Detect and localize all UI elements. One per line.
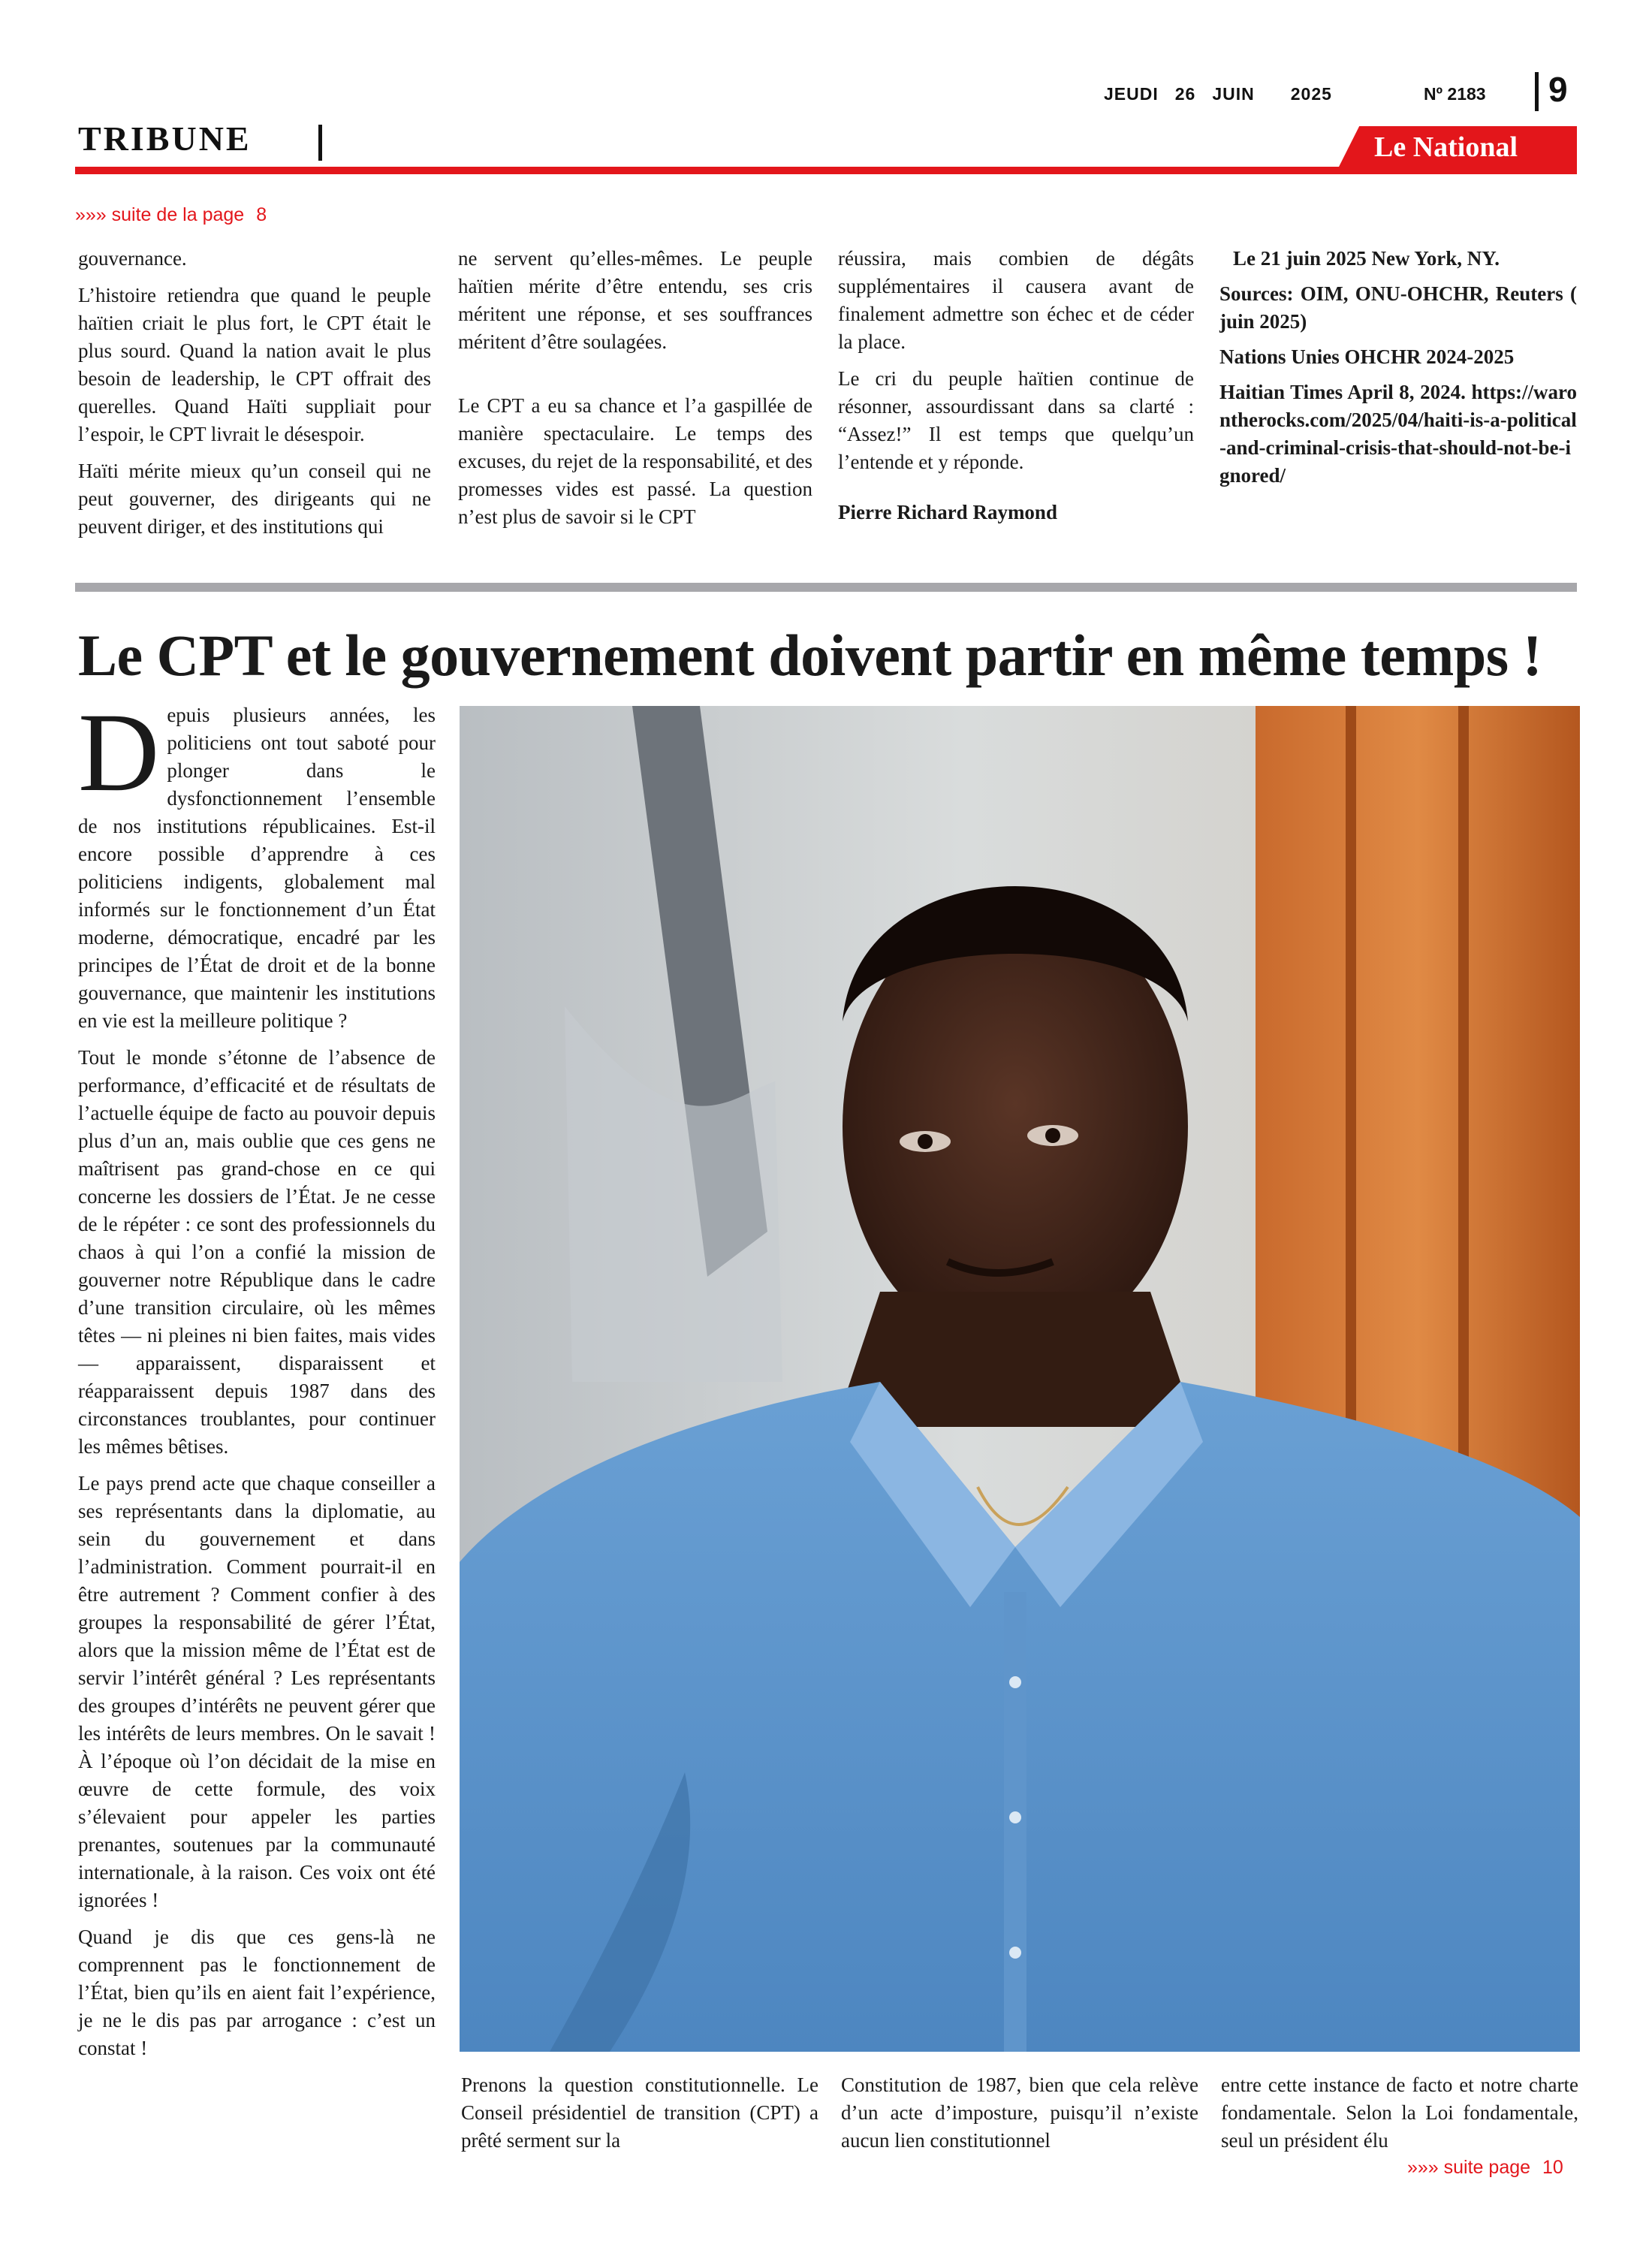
main-article-column-2: Prenons la question constitutionnelle. Le Conseil présidentiel de transition (CPT) a prêté serment sur la xyxy=(461,2074,818,2152)
paragraph: réussira, mais combien de dégâts supplémentaires il causera avant de finalement admettre son échec et de céder la place. xyxy=(838,247,1194,353)
issue-date-number: 26 xyxy=(1174,84,1196,104)
paragraph: Le CPT a eu sa chance et l’a gaspillée de manière spectaculaire. Le temps des excuses, du rejet de la responsabilité, et des promesses vides est passé. La question n’est plus de savoir si le CPT xyxy=(458,394,812,528)
continued-from-text: »»» suite de la page xyxy=(75,204,245,225)
author-signature: Pierre Richard Raymond xyxy=(838,501,1057,523)
sources-link: Haitian Times April 8, 2024. https://warontherocks.com/2025/04/haiti-is-a-political-and-criminal-crisis-that-should-not-be-ignored/ xyxy=(1219,381,1577,487)
main-article-column-3: Constitution de 1987, bien que cela relève d’un acte d’imposture, puisqu’il n’existe aucun lien constitutionnel xyxy=(841,2074,1198,2152)
sources-column xyxy=(1219,245,1577,497)
paragraph: Le pays prend acte que chaque conseiller a ses représentants dans la diplomatie, au sein du gouvernement et dans l’administration. Comment pourrait-il en être autrement ? Comment confier à des groupes la responsabilité de gérer l’État, alors que la mission même de l’État est de servir l’intérêt général ? Les représentants des groupes d’intérêts ne peuvent gérer que les intérêts de leurs membres. On le savait ! À l’époque où l’on décidait de la mise en œuvre de cette formule, des voix s’élevaient pour appeler les parties prenantes, soutenues par la communauté internationale, à la raison. Ces voix ont été ignorées ! xyxy=(78,1472,436,1911)
continued-from-page: 8 xyxy=(256,204,267,225)
brand-name: Le National xyxy=(1374,131,1518,163)
lead-paragraph-text: epuis plusieurs années, les politiciens ont tout saboté pour plonger dans le dysfonctionnement l’ensemble de nos institutions républicaines. Est-il encore possible d’apprendre à ces politiciens indigents, globalement mal informés sur le fonctionnement d’un État moderne, démocratique, encadré par les principes de l’État de droit et de la bonne gouvernance, que maintenir les institutions en vie est la meilleure politique ? xyxy=(78,704,436,1032)
author-photo xyxy=(460,706,1580,2052)
section-title: TRIBUNE xyxy=(78,119,252,158)
issue-year: 2025 xyxy=(1290,84,1332,104)
paragraph: Le cri du peuple haïtien continue de résonner, assourdissant dans sa clarté : “Assez!” Il est temps que quelqu’un l’entende et y réponde. xyxy=(838,367,1194,473)
top-article-column-3 xyxy=(838,245,1194,535)
sources-line: Nations Unies OHCHR 2024-2025 xyxy=(1219,345,1515,368)
page-number: 9 xyxy=(1548,70,1568,109)
issue-day: JEUDI xyxy=(1104,84,1159,104)
paragraph: Tout le monde s’étonne de l’absence de performance, d’efficacité et de résultats de l’actuelle équipe de facto au pouvoir depuis plus d’un an, mais oublie que ces gens ne maîtrisent pas grand-chose en ce qui concerne les dossiers de l’État. Je ne cesse de le répéter : ce sont des professionnels du chaos à qui l’on a confié la mission de gouverner notre République dans le cadre d’une transition circulaire, où les mêmes têtes — ni pleines ni bien faites, mais vides — apparaissent, disparaissent et réapparaissent depuis 1987 dans des circonstances troublantes, pour continuer les mêmes bêtises. xyxy=(78,1046,436,1458)
dateline: Le 21 juin 2025 New York, NY. xyxy=(1233,247,1500,270)
main-article-column-4: entre cette instance de facto et notre charte fondamentale. Selon la Loi fondamentale, seul un président élu xyxy=(1221,2074,1578,2152)
continued-to-page: 10 xyxy=(1542,2157,1563,2178)
paragraph: Quand je dis que ces gens-là ne comprennent pas le fonctionnement de l’État, bien qu’ils en aient fait l’expérience, je ne le dis pas par arrogance : c’est un constat ! xyxy=(78,1926,436,2059)
article-headline: Le CPT et le gouvernement doivent partir en même temps ! xyxy=(78,623,1542,688)
paragraph: ne servent qu’elles-mêmes. Le peuple haïtien mérite d’être entendu, ses cris méritent une réponse, et ses souffrances méritent d’être soulagées. xyxy=(458,247,812,353)
issue-month: JUIN xyxy=(1212,84,1255,104)
continued-to-text: »»» suite page xyxy=(1407,2157,1531,2178)
page-number-divider xyxy=(1535,72,1539,111)
top-article-column-1 xyxy=(78,245,431,550)
paragraph: L’histoire retiendra que quand le peuple haïtien criait le plus fort, le CPT était le plus sourd. Quand la nation avait le plus besoin de leadership, le CPT offrait des querelles. Quand Haïti suppliait pour l’espoir, le CPT livrait le désespoir. xyxy=(78,284,431,445)
issue-number: Nº 2183 xyxy=(1424,84,1486,104)
top-article-column-2 xyxy=(458,245,812,540)
continued-to xyxy=(1407,2157,1563,2179)
drop-cap: D xyxy=(78,690,160,815)
paragraph: Haïti mérite mieux qu’un conseil qui ne peut gouverner, des dirigeants qui ne peuvent diriger, et des institutions qui xyxy=(78,460,431,538)
main-article-column-1 xyxy=(78,690,436,2071)
paragraph: gouvernance. xyxy=(78,247,187,270)
sources-line: Sources: OIM, ONU-OHCHR, Reuters ( juin 2025) xyxy=(1219,282,1577,333)
article-separator xyxy=(75,583,1577,592)
lead-paragraph xyxy=(78,690,436,1035)
section-divider xyxy=(318,125,322,161)
issue-date xyxy=(1104,84,1349,104)
continued-from xyxy=(75,204,267,226)
